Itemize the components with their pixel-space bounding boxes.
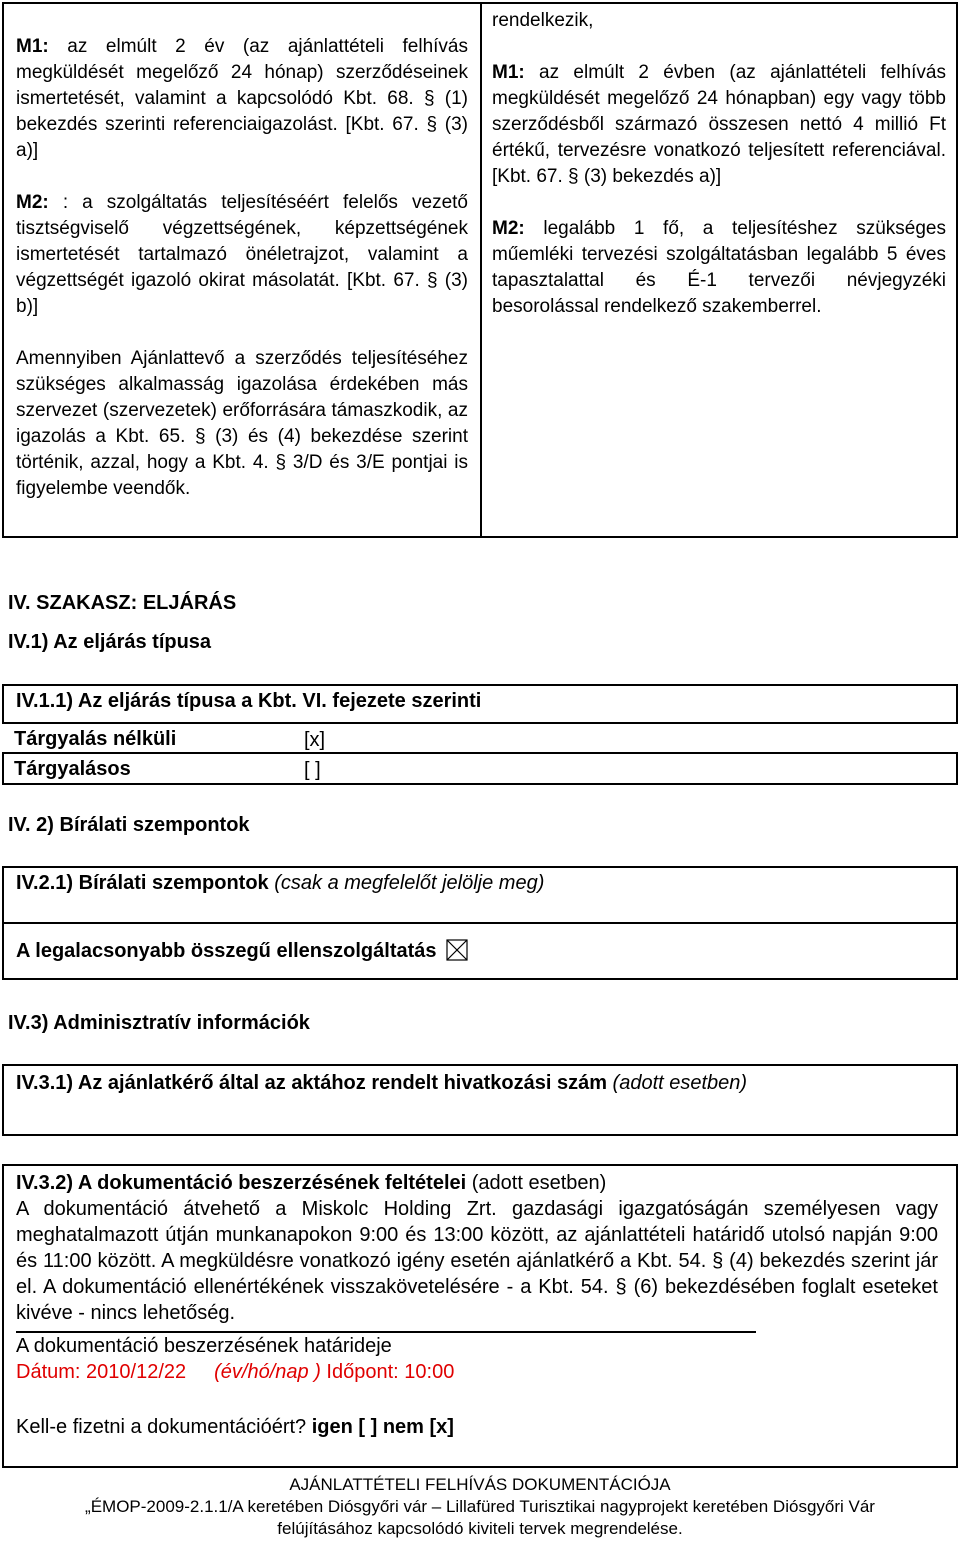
criterion-label: A legalacsonyabb összegű ellenszolgáltatás bbox=[16, 940, 437, 962]
option-left-border bbox=[2, 752, 4, 785]
left-m2-text: : a szolgáltatás teljesítéséért felelős vezető tisztségviselő végzettségének, képzettségének ismertetését tartalmazó önéletrajzot, valamint a végzettségét igazoló okirat másolatát. [Kbt. 67. § (3) b)] bbox=[16, 192, 468, 317]
option-row-divider bbox=[2, 752, 958, 754]
deadline-line bbox=[16, 1359, 454, 1385]
left-m1-label: M1: bbox=[16, 36, 49, 57]
option-right-border bbox=[956, 752, 958, 785]
right-m2-paragraph bbox=[492, 216, 946, 320]
iv32-body: A dokumentáció átvehető a Miskolc Holding Zrt. gazdasági igazgatóságán személyesen vagy meghatalmazott útján munkanapokon 9:00 és 13:00 között, az ajánlattételi határidő utolsó napján 9:00 és 11:00 között. A megküldésre vonatkozó igény esetén ajánlatkérő a Kbt. 54. § (4) bekezdés szerint jár el. A dokumentáció ellenértékének visszakövetelésére - a Kbt. 54. § (6) bekezdésében foglalt eseteket kivéve - nincs lehetőség. bbox=[16, 1198, 938, 1324]
table-column-divider bbox=[480, 4, 482, 536]
iv11-title: IV.1.1) Az eljárás típusa a Kbt. VI. fejezete szerinti bbox=[16, 690, 482, 712]
date-label: Dátum: 2010/12/22 bbox=[16, 1361, 187, 1383]
iv32-note: (adott esetben) bbox=[471, 1172, 607, 1194]
option-mark-top-line bbox=[290, 722, 348, 724]
footer bbox=[0, 1474, 960, 1540]
iv32-heading bbox=[16, 1170, 606, 1196]
option-no-negotiation-label: Tárgyalás nélküli bbox=[14, 728, 177, 750]
iv21-heading bbox=[16, 870, 544, 896]
iv31-title: IV.3.1) Az ajánlatkérő által az aktához rendelt hivatkozási szám bbox=[16, 1072, 607, 1094]
left-column bbox=[16, 34, 468, 502]
footer-line-3: felújításához kapcsolódó kiviteli tervek megrendelése. bbox=[277, 1519, 683, 1538]
procedure-options bbox=[2, 722, 958, 786]
right-m1-label: M1: bbox=[492, 62, 525, 83]
right-m1-text: az elmúlt 2 évben (az ajánlattételi felhívás megküldését megelőző 24 hónapban) egy vagy több szerződésből származó összesen nettó 4 millió Ft értékű, tervezésre vonatkozó teljesített referenciával. [Kbt. 67. § (3) bekezdés a)] bbox=[492, 62, 946, 187]
checked-box-icon bbox=[446, 939, 468, 968]
iv21-title: IV.2.1) Bírálati szempontok bbox=[16, 872, 269, 894]
criterion-box bbox=[2, 922, 958, 980]
pay-row bbox=[16, 1414, 454, 1440]
footer-line-2: „ÉMOP-2009-2.1.1/A keretében Diósgyőri vár – Lillafüred Turisztikai nagyprojekt keretében Diósgyőri Vár bbox=[85, 1497, 875, 1516]
iv3-title: IV.3) Adminisztratív információk bbox=[8, 1012, 310, 1034]
option-negotiation-mark: [ ] bbox=[304, 759, 321, 781]
iv11-box bbox=[2, 684, 958, 724]
pay-answer: igen [ ] nem [x] bbox=[311, 1416, 454, 1438]
right-m2-label: M2: bbox=[492, 218, 525, 239]
left-m1-paragraph bbox=[16, 34, 468, 164]
criterion-row bbox=[16, 938, 468, 968]
left-m2-paragraph bbox=[16, 190, 468, 320]
right-m2-text: legalább 1 fő, a teljesítéshez szükséges műemléki tervezési szolgáltatásban legalább 5 éves tapasztalattal és É-1 tervezői névjegyzéki besorolással rendelkező szakemberrel. bbox=[492, 218, 946, 317]
iv31-heading bbox=[16, 1070, 747, 1096]
left-m1-text: az elmúlt 2 év (az ajánlattételi felhívás megküldését megelőző 24 hónap) szerződéseinek ismertetését, valamint a kapcsolódó Kbt. 68. § (1) bekezdés szerinti referenciaigazolást. [Kbt. 67. § (3) a)] bbox=[16, 36, 468, 161]
option-no-negotiation-mark: [x] bbox=[304, 729, 326, 751]
footer-line-1: AJÁNLATTÉTELI FELHÍVÁS DOKUMENTÁCIÓJA bbox=[289, 1475, 671, 1494]
option-negotiation-label: Tárgyalásos bbox=[14, 758, 131, 780]
left-resource-paragraph: Amennyiben Ajánlattevő a szerződés teljesítéséhez szükséges alkalmasság igazolása érdekében más szervezet (szervezetek) erőforrására támaszkodik, az igazolás a Kbt. 65. § (3) és (4) bekezdése szerint történik, azzal, hogy a Kbt. 4. § 3/D és 3/E pontjai is figyelembe veendők. bbox=[16, 348, 468, 499]
option-row-bottom bbox=[2, 783, 958, 785]
pay-question: Kell-e fizetni a dokumentációért? bbox=[16, 1416, 307, 1438]
section-title: IV. SZAKASZ: ELJÁRÁS bbox=[8, 592, 237, 614]
requirements-table bbox=[2, 2, 958, 538]
deadline-label: A dokumentáció beszerzésének határideje bbox=[16, 1335, 392, 1357]
left-m2-label: M2: bbox=[16, 192, 49, 213]
iv31-box bbox=[2, 1064, 958, 1136]
iv32-box bbox=[2, 1164, 958, 1468]
iv21-note: (csak a megfelelőt jelölje meg) bbox=[274, 872, 545, 894]
date-format: (év/hó/nap ) bbox=[214, 1361, 321, 1383]
right-m1-paragraph bbox=[492, 60, 946, 190]
iv21-box bbox=[2, 866, 958, 924]
iv32-title: IV.3.2) A dokumentáció beszerzésének feltételei bbox=[16, 1172, 467, 1194]
right-column bbox=[492, 8, 946, 320]
iv1-title: IV.1) Az eljárás típusa bbox=[8, 631, 212, 653]
right-intro: rendelkezik, bbox=[492, 10, 594, 31]
time-label: Időpont: 10:00 bbox=[326, 1361, 455, 1383]
iv31-note: (adott esetben) bbox=[612, 1072, 748, 1094]
iv2-title: IV. 2) Bírálati szempontok bbox=[8, 814, 250, 836]
